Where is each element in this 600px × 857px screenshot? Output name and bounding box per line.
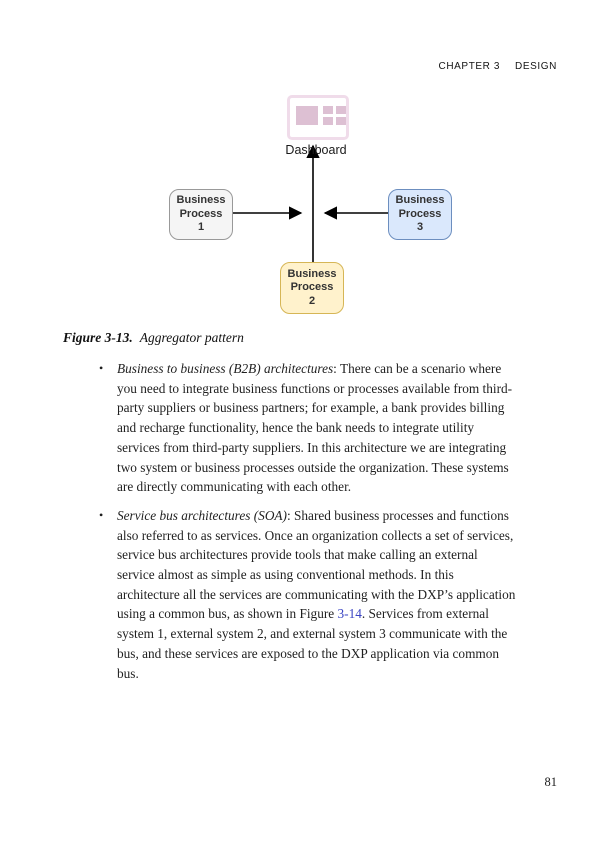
dashboard-icon-tile — [323, 106, 333, 114]
figure-3-14-link[interactable]: 3-14 — [337, 606, 362, 622]
node-label-line: 1 — [197, 221, 205, 234]
node-label-line: 3 — [416, 221, 424, 234]
figure-caption-title: Aggregator pattern — [139, 330, 244, 345]
dashboard-icon-panel — [296, 106, 318, 125]
bullet-separator: : — [333, 361, 340, 376]
node-business-process-2 — [280, 262, 344, 314]
dashboard-icon-tile — [323, 117, 333, 125]
dashboard-icon-tile — [336, 117, 346, 125]
dashboard-label: Dashboard — [285, 143, 347, 157]
node-label-line: Process — [398, 207, 442, 220]
node-label-line: Business — [176, 194, 226, 207]
bullet-list — [99, 359, 517, 683]
bullet-marker: • — [99, 361, 104, 375]
node-label-line: Business — [395, 194, 445, 207]
figure-caption-label: Figure 3-13. — [63, 330, 133, 345]
bullet-lead: Business to business (B2B) architectures — [117, 361, 334, 376]
node-label-line: Process — [179, 207, 223, 220]
aggregator-pattern-diagram — [0, 85, 600, 325]
node-label-line: 2 — [308, 294, 316, 307]
bullet-body-after-link: . Services from external system 1, external system 2, and external system 3 communicate with the bus, and these services are exposed to the DXP application via common bus. — [117, 606, 508, 681]
chapter-label: CHAPTER 3 — [438, 61, 501, 72]
bullet-body: Shared business processes and functions also referred to as services. Once an organization collects a set of services, service bus architectures provide tools that make calling an external service almost as simple as using conventional methods. In this architecture all the services are communicating with the DXP’s application using a common bus, as shown in Figure — [117, 507, 516, 622]
bullet-lead: Service bus architectures (SOA) — [117, 507, 287, 523]
bullet-body: There can be a scenario where you need to integrate business functions or processes available from third-party suppliers or business partners; for example, a bank provides billing and recharge functionality, hence the bank needs to integrate utility services from third-party suppliers. In this architecture we are integrating two system or business processes outside the organization. These systems are directly communicating with each other. — [117, 361, 513, 495]
node-label-line: Business — [287, 267, 337, 280]
bullet-item-soa — [99, 506, 517, 683]
running-header — [439, 61, 557, 72]
section-label: DESIGN — [515, 61, 557, 72]
dashboard-icon-tile — [336, 106, 346, 114]
node-label-line: Process — [290, 281, 334, 294]
bullet-separator: : — [286, 507, 295, 523]
page-number: 81 — [544, 775, 557, 789]
bullet-item-b2b — [99, 359, 517, 497]
node-business-process-3 — [388, 189, 452, 240]
bullet-marker: • — [99, 507, 104, 522]
node-business-process-1 — [169, 189, 233, 240]
figure-caption — [63, 330, 244, 346]
dashboard-icon — [287, 95, 349, 140]
